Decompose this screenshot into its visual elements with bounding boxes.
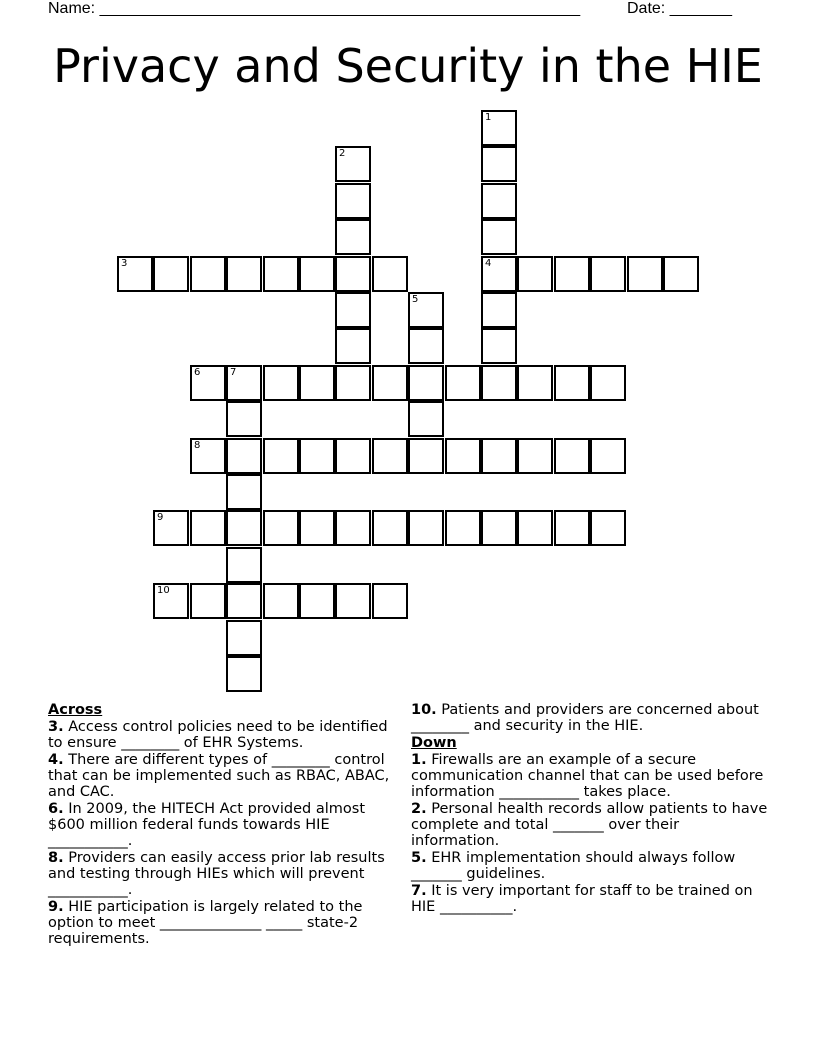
crossword-cell[interactable] <box>190 510 226 546</box>
across-clue-9 <box>48 899 398 947</box>
clue-number: 8. <box>48 850 64 866</box>
crossword-cell[interactable] <box>335 365 371 401</box>
crossword-cell[interactable] <box>299 510 335 546</box>
crossword-cell[interactable] <box>372 365 408 401</box>
crossword-cell[interactable] <box>335 183 371 219</box>
crossword-cell[interactable] <box>153 510 189 546</box>
cell-number: 5 <box>412 294 419 305</box>
crossword-cell[interactable] <box>226 256 262 292</box>
crossword-cell[interactable] <box>117 256 153 292</box>
crossword-cell[interactable] <box>226 365 262 401</box>
crossword-cell[interactable] <box>481 219 517 255</box>
crossword-cell[interactable] <box>517 438 553 474</box>
crossword-cell[interactable] <box>226 401 262 437</box>
clue-number: 10. <box>411 702 437 718</box>
crossword-cell[interactable] <box>408 438 444 474</box>
crossword-cell[interactable] <box>481 183 517 219</box>
clue-text: Personal health records allow patients to have complete and total _______ over their information. <box>411 801 768 849</box>
crossword-cell[interactable] <box>226 547 262 583</box>
crossword-cell[interactable] <box>299 256 335 292</box>
clue-text: EHR implementation should always follow _______ guidelines. <box>411 850 736 882</box>
crossword-cell[interactable] <box>226 583 262 619</box>
crossword-cell[interactable] <box>481 438 517 474</box>
crossword-cell[interactable] <box>190 256 226 292</box>
crossword-cell[interactable] <box>372 256 408 292</box>
crossword-cell[interactable] <box>335 219 371 255</box>
crossword-cell[interactable] <box>445 438 481 474</box>
crossword-cell[interactable] <box>335 583 371 619</box>
crossword-cell[interactable] <box>554 438 590 474</box>
cell-number: 7 <box>230 367 237 378</box>
clue-number: 4. <box>48 752 64 768</box>
crossword-cell[interactable] <box>263 510 299 546</box>
down-heading: Down <box>411 735 457 751</box>
crossword-cell[interactable] <box>554 256 590 292</box>
name-field-label: Name: ______________________________________________________ <box>48 0 581 17</box>
cell-number: 2 <box>339 148 346 159</box>
crossword-cell[interactable] <box>481 256 517 292</box>
crossword-cell[interactable] <box>627 256 663 292</box>
crossword-cell[interactable] <box>226 620 262 656</box>
clue-number: 3. <box>48 719 64 735</box>
crossword-cell[interactable] <box>335 256 371 292</box>
clue-text: In 2009, the HITECH Act provided almost $600 million federal funds towards HIE ___________. <box>48 801 366 849</box>
crossword-cell[interactable] <box>263 583 299 619</box>
cell-number: 8 <box>194 440 201 451</box>
crossword-cell[interactable] <box>481 292 517 328</box>
crossword-cell[interactable] <box>372 438 408 474</box>
crossword-cell[interactable] <box>445 510 481 546</box>
clues-column-left <box>48 702 398 948</box>
crossword-cell[interactable] <box>335 510 371 546</box>
crossword-cell[interactable] <box>335 328 371 364</box>
crossword-cell[interactable] <box>372 510 408 546</box>
crossword-cell[interactable] <box>554 365 590 401</box>
cell-number: 9 <box>157 512 164 523</box>
crossword-cell[interactable] <box>481 365 517 401</box>
crossword-cell[interactable] <box>263 365 299 401</box>
across-clue-4 <box>48 752 398 800</box>
clue-text: Firewalls are an example of a secure communication channel that can be used before information ___________ takes place. <box>411 752 764 800</box>
cell-number: 4 <box>485 258 492 269</box>
clue-text: Access control policies need to be identified to ensure ________ of EHR Systems. <box>48 719 388 751</box>
down-clue-2 <box>411 801 771 849</box>
crossword-cell[interactable] <box>517 256 553 292</box>
across-clue-3 <box>48 719 398 751</box>
crossword-cell[interactable] <box>408 328 444 364</box>
crossword-cell[interactable] <box>481 328 517 364</box>
crossword-cell[interactable] <box>190 583 226 619</box>
crossword-cell[interactable] <box>590 256 626 292</box>
clue-number: 9. <box>48 899 64 915</box>
crossword-cell[interactable] <box>590 510 626 546</box>
clue-number: 7. <box>411 883 427 899</box>
crossword-cell[interactable] <box>335 146 371 182</box>
crossword-cell[interactable] <box>190 365 226 401</box>
crossword-cell[interactable] <box>335 438 371 474</box>
crossword-cell[interactable] <box>153 583 189 619</box>
down-clue-5 <box>411 850 771 882</box>
clue-text: It is very important for staff to be trained on HIE __________. <box>411 883 753 915</box>
page-title: Privacy and Security in the HIE <box>53 39 763 93</box>
crossword-cell[interactable] <box>408 365 444 401</box>
across-clue-6 <box>48 801 398 849</box>
crossword-cell[interactable] <box>663 256 699 292</box>
crossword-cell[interactable] <box>517 510 553 546</box>
across-clue-10 <box>411 702 771 734</box>
crossword-cell[interactable] <box>590 438 626 474</box>
clue-text: There are different types of ________ control that can be implemented such as RBAC, ABAC, and CAC. <box>48 752 390 800</box>
crossword-cell[interactable] <box>190 438 226 474</box>
crossword-cell[interactable] <box>481 510 517 546</box>
crossword-cell[interactable] <box>226 656 262 692</box>
crossword-cell[interactable] <box>226 510 262 546</box>
cell-number: 10 <box>157 585 170 596</box>
crossword-cell[interactable] <box>226 474 262 510</box>
clue-text: Patients and providers are concerned about ________ and security in the HIE. <box>411 702 759 734</box>
cell-number: 6 <box>194 367 201 378</box>
cell-number: 3 <box>121 258 128 269</box>
clue-number: 6. <box>48 801 64 817</box>
crossword-cell[interactable] <box>263 256 299 292</box>
down-clue-1 <box>411 752 771 800</box>
across-heading: Across <box>48 702 103 718</box>
clue-number: 5. <box>411 850 427 866</box>
crossword-cell[interactable] <box>153 256 189 292</box>
crossword-cell[interactable] <box>299 438 335 474</box>
crossword-cell[interactable] <box>226 438 262 474</box>
clue-number: 2. <box>411 801 427 817</box>
clue-number: 1. <box>411 752 427 768</box>
clue-text: HIE participation is largely related to the option to meet ______________ _____ state-2 requirements. <box>48 899 363 947</box>
crossword-cell[interactable] <box>408 292 444 328</box>
crossword-cell[interactable] <box>590 365 626 401</box>
crossword-cell[interactable] <box>263 438 299 474</box>
cell-number: 1 <box>485 112 492 123</box>
crossword-cell[interactable] <box>445 365 481 401</box>
clues-column-right <box>411 702 771 916</box>
crossword-cell[interactable] <box>372 583 408 619</box>
crossword-cell[interactable] <box>408 510 444 546</box>
crossword-cell[interactable] <box>481 146 517 182</box>
crossword-cell[interactable] <box>481 110 517 146</box>
across-clue-8 <box>48 850 398 898</box>
crossword-cell[interactable] <box>299 365 335 401</box>
date-field-label: Date: _______ <box>627 0 732 17</box>
crossword-cell[interactable] <box>517 365 553 401</box>
crossword-cell[interactable] <box>299 583 335 619</box>
clue-text: Providers can easily access prior lab results and testing through HIEs which will prevent ___________. <box>48 850 385 898</box>
crossword-cell[interactable] <box>408 401 444 437</box>
down-clue-7 <box>411 883 771 915</box>
crossword-cell[interactable] <box>335 292 371 328</box>
crossword-cell[interactable] <box>554 510 590 546</box>
